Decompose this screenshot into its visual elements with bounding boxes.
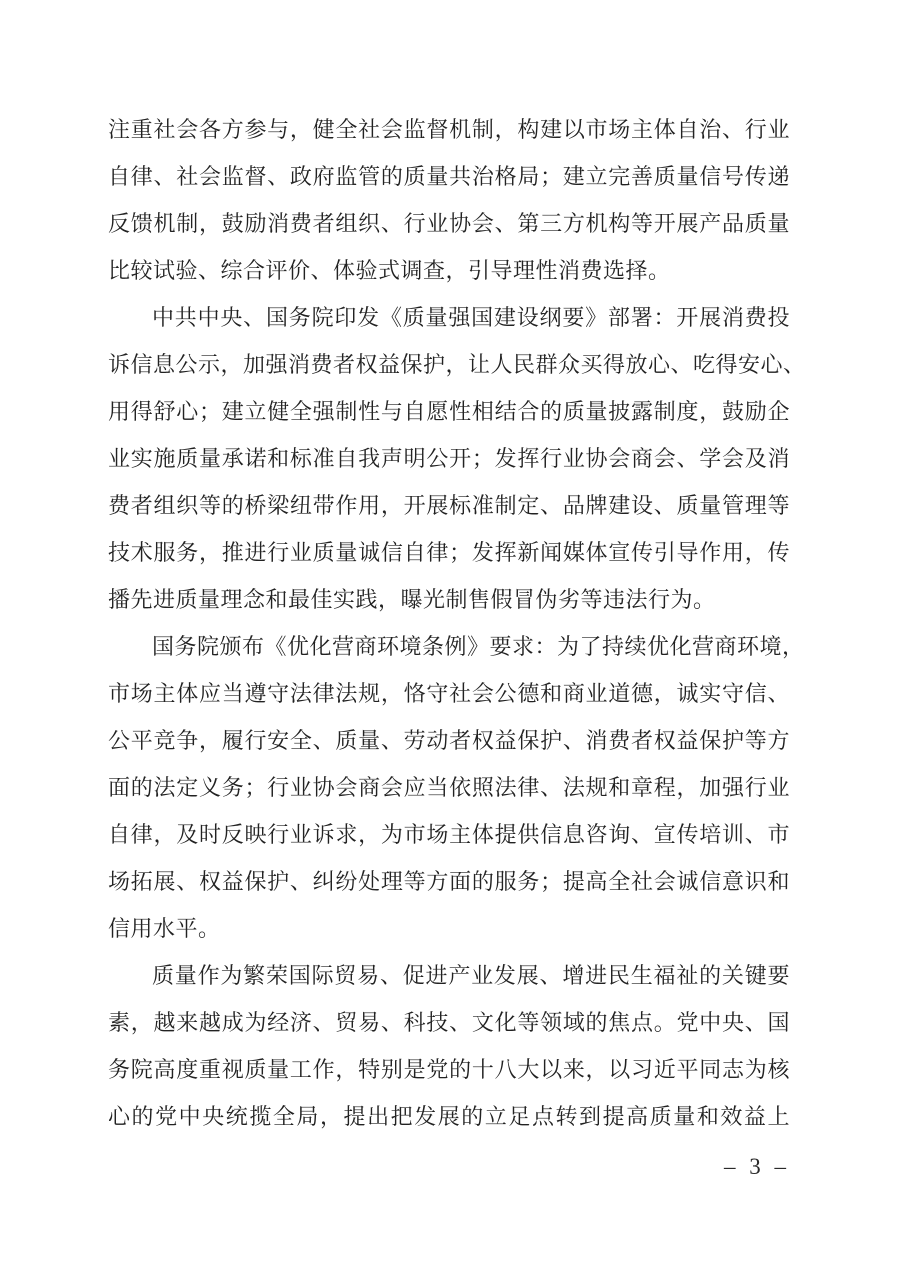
text-line: 诉信息公示，加强消费者权益保护，让人民群众买得放心、吃得安心、 <box>108 352 806 377</box>
text-line: 信用水平。 <box>108 916 221 941</box>
text-line: 技术服务，推进行业质量诚信自律；发挥新闻媒体宣传引导作用，传 <box>108 540 790 565</box>
text-line: 自律、社会监督、政府监管的质量共治格局；建立完善质量信号传递 <box>108 164 790 189</box>
text-line: 中共中央、国务院印发《质量强国建设纲要》部署：开展消费投 <box>152 305 790 330</box>
text-line: 务院高度重视质量工作，特别是党的十八大以来，以习近平同志为核 <box>108 1057 790 1082</box>
text-line: 市场主体应当遵守法律法规，恪守社会公德和商业道德，诚实守信、 <box>108 681 790 706</box>
text-line: 质量作为繁荣国际贸易、促进产业发展、增进民生福祉的关键要 <box>152 963 790 988</box>
text-line: 心的党中央统揽全局，提出把发展的立足点转到提高质量和效益上 <box>108 1104 790 1129</box>
text-line: 注重社会各方参与，健全社会监督机制，构建以市场主体自治、行业 <box>108 117 790 142</box>
text-line: 用得舒心；建立健全强制性与自愿性相结合的质量披露制度，鼓励企 <box>108 399 790 424</box>
text-line: 自律，及时反映行业诉求，为市场主体提供信息咨询、宣传培训、市 <box>108 822 790 847</box>
text-line: 费者组织等的桥梁纽带作用，开展标准制定、品牌建设、质量管理等 <box>108 493 790 518</box>
text-line: 业实施质量承诺和标准自我声明公开；发挥行业协会商会、学会及消 <box>108 446 790 471</box>
text-line: 播先进质量理念和最佳实践，曝光制售假冒伪劣等违法行为。 <box>108 587 716 612</box>
text-line: 面的法定义务；行业协会商会应当依照法律、法规和章程，加强行业 <box>108 775 790 800</box>
text-line: 国务院颁布《优化营商环境条例》要求：为了持续优化营商环境， <box>152 634 805 659</box>
text-line: 场拓展、权益保护、纠纷处理等方面的服务；提高全社会诚信意识和 <box>108 869 790 894</box>
text-line: 素，越来越成为经济、贸易、科技、文化等领域的焦点。党中央、国 <box>108 1010 790 1035</box>
page-number: – 3 – <box>724 1154 790 1179</box>
text-column <box>108 106 806 1140</box>
text-line: 比较试验、综合评价、体验式调查，引导理性消费选择。 <box>108 258 671 283</box>
text-line: 公平竞争，履行安全、质量、劳动者权益保护、消费者权益保护等方 <box>108 728 790 753</box>
text-line: 反馈机制，鼓励消费者组织、行业协会、第三方机构等开展产品质量 <box>108 211 790 236</box>
